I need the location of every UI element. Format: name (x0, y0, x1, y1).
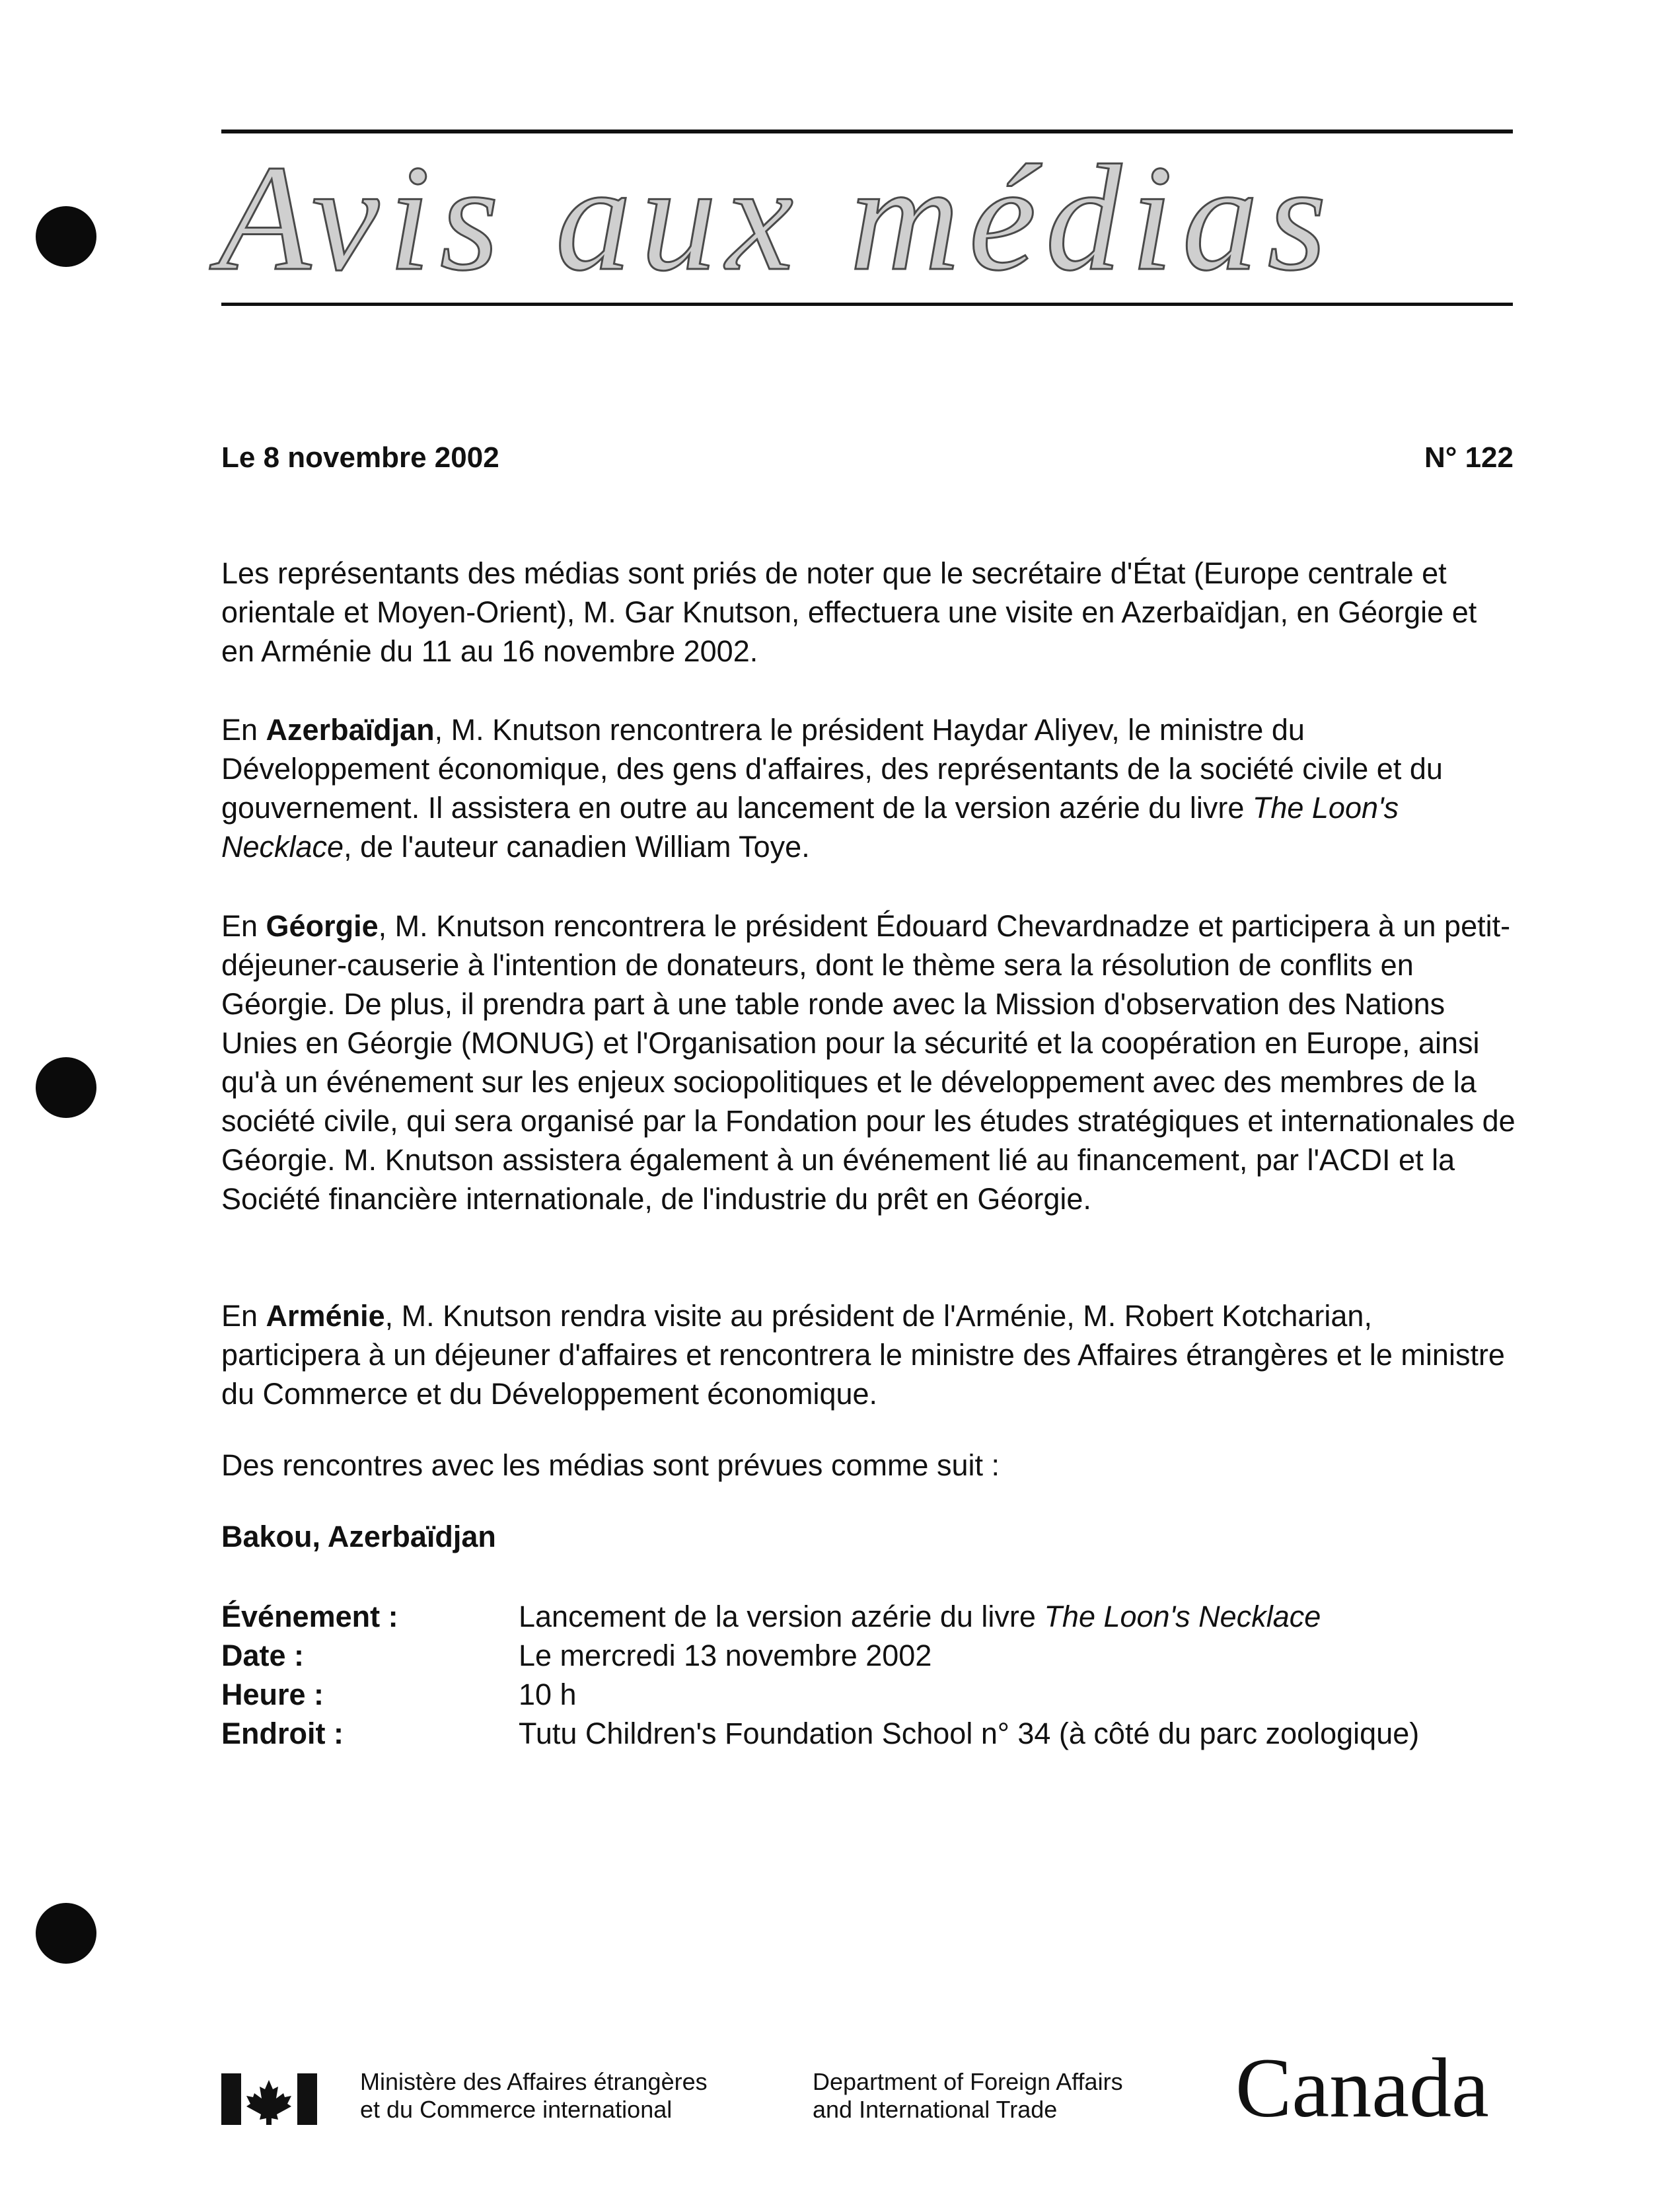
punch-hole-bottom (36, 1903, 96, 1964)
event-value (519, 1597, 1516, 1636)
paragraph-prefix: En (221, 713, 266, 747)
paragraph-end: , de l'auteur canadien William Toye. (344, 830, 810, 864)
punch-hole-top (36, 206, 96, 267)
time-row (221, 1675, 1516, 1714)
country-name: Azerbaïdjan (266, 713, 435, 747)
event-row (221, 1597, 1516, 1636)
paragraph-azerbaijan (221, 710, 1516, 866)
footer-en-line1: Department of Foreign Affairs (813, 2068, 1123, 2095)
paragraph-armenia (221, 1296, 1516, 1413)
footer-department-en (813, 2068, 1123, 2124)
schedule-city-heading: Bakou, Azerbaïdjan (221, 1520, 496, 1553)
punch-hole-middle (36, 1057, 96, 1118)
event-label: Événement : (221, 1600, 398, 1633)
release-date: Le 8 novembre 2002 (221, 441, 499, 474)
paragraph-body: , M. Knutson rendra visite au président de l'Arménie, M. Robert Kotcharian, participera à un déjeuner d'affaires et rencontrera le ministre des Affaires étrangères et le ministre du Commerce et du Développement économique. (221, 1299, 1505, 1411)
paragraph-intro: Les représentants des médias sont priés de noter que le secrétaire d'État (Europe centrale et orientale et Moyen-Orient), M. Gar Knutson, effectuera une visite en Azerbaïdjan, en Géorgie et en Arménie du 11 au 16 novembre 2002. (221, 556, 1477, 668)
country-name: Géorgie (266, 909, 379, 943)
release-number: N° 122 (1424, 441, 1514, 474)
canada-flag-icon (221, 2073, 317, 2125)
canada-wordmark: Canada (1235, 2041, 1489, 2135)
footer-en-line2: and International Trade (813, 2096, 1058, 2123)
footer-fr-line1: Ministère des Affaires étrangères (360, 2068, 708, 2095)
footer-department-fr (360, 2068, 708, 2124)
masthead-bottom-rule (221, 303, 1513, 306)
date-row (221, 1636, 1516, 1675)
time-label: Heure : (221, 1678, 324, 1711)
date-label: Date : (221, 1639, 305, 1672)
footer-fr-line2: et du Commerce international (360, 2096, 673, 2123)
paragraph-georgia (221, 907, 1516, 1218)
paragraph-prefix: En (221, 1299, 266, 1333)
time-value: 10 h (519, 1678, 577, 1711)
event-description: Lancement de la version azérie du livre (519, 1600, 1044, 1633)
paragraph-prefix: En (221, 909, 266, 943)
book-title: The Loon's Necklace (221, 791, 1399, 864)
place-label: Endroit : (221, 1717, 344, 1750)
date-value: Le mercredi 13 novembre 2002 (519, 1639, 932, 1672)
paragraph-body: , M. Knutson rencontrera le président Haydar Aliyev, le ministre du Développement économique, des gens d'affaires, des représentants de la société civile et du gouvernement. Il assistera en outre au lancement de la version azérie du livre (221, 713, 1443, 825)
event-details (221, 1597, 1516, 1753)
place-row (221, 1714, 1516, 1753)
event-book-title: The Loon's Necklace (1044, 1600, 1321, 1633)
country-name: Arménie (266, 1299, 385, 1333)
paragraph-body: , M. Knutson rencontrera le président Édouard Chevardnadze et participera à un petit-déjeuner-causerie à l'intention de donateurs, dont le thème sera la résolution de conflits en Géorgie. De plus, il prendra part à une table ronde avec la Mission d'observation des Nations Unies en Géorgie (MONUG) et l'Organisation pour la sécurité et la coopération en Europe, ainsi qu'à un événement sur les enjeux sociopolitiques et le développement avec des membres de la société civile, qui sera organisé par la Fondation pour les études stratégiques et internationales de Géorgie. M. Knutson assistera également à un événement lié au financement, par l'ACDI et la Société financière internationale, de l'industrie du prêt en Géorgie. (221, 909, 1516, 1216)
place-value: Tutu Children's Foundation School n° 34 (à côté du parc zoologique) (519, 1717, 1420, 1750)
paragraph-media-meetings: Des rencontres avec les médias sont prévues comme suit : (221, 1448, 1000, 1482)
masthead-title: Avis aux médias (218, 133, 1336, 302)
